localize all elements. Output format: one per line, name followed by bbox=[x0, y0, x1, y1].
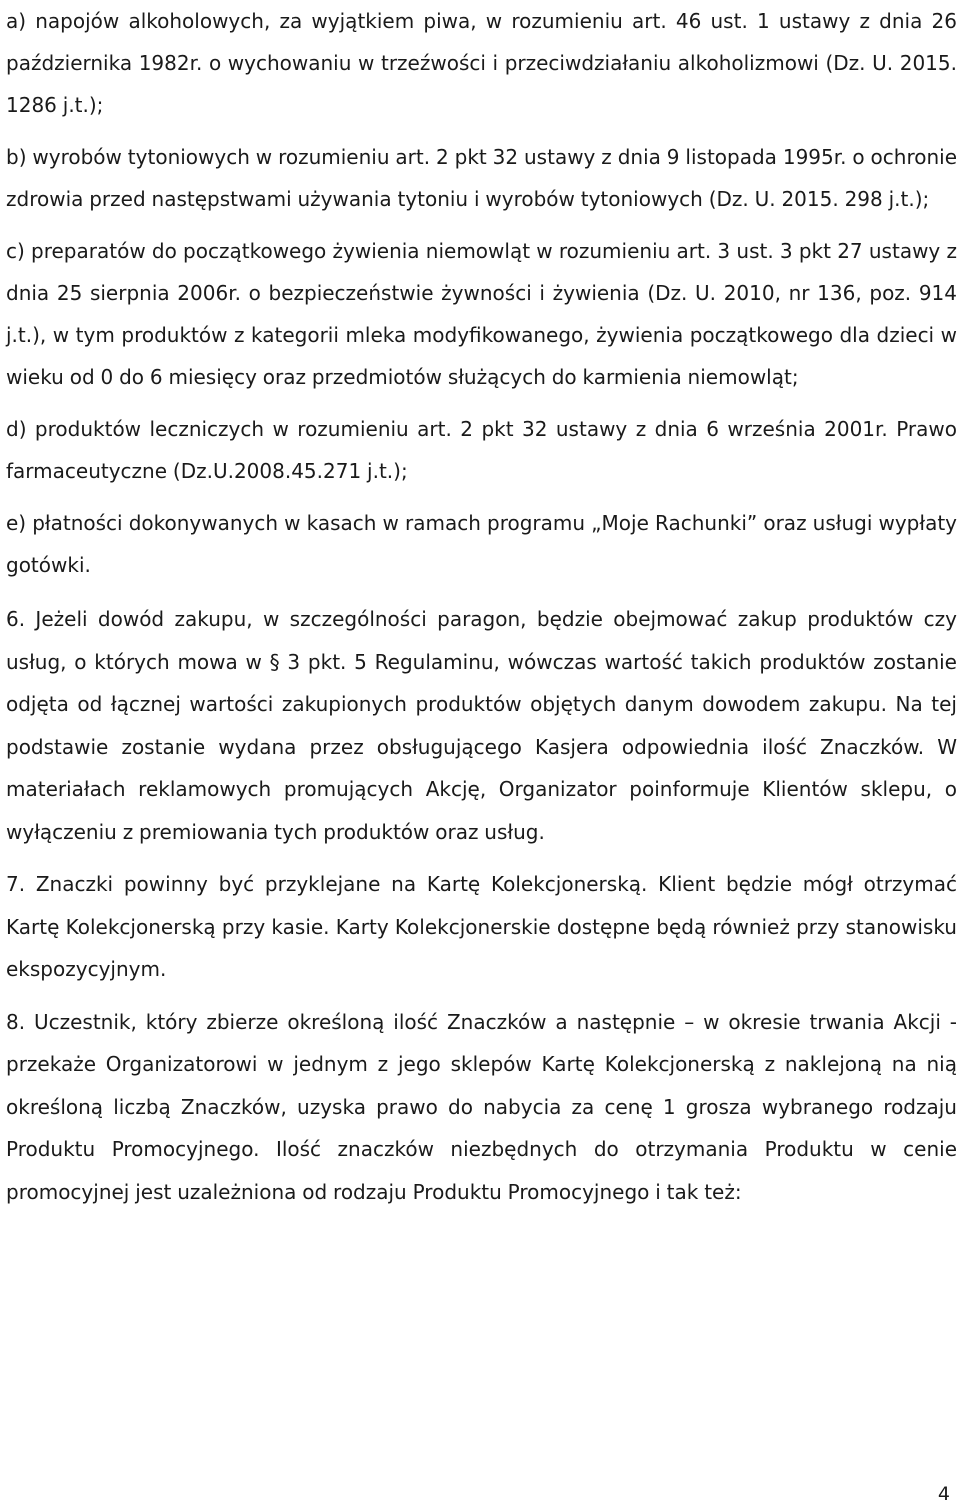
document-page bbox=[6, 0, 957, 1213]
point-8: 8. Uczestnik, który zbierze określoną ilość Znaczków a następnie – w okresie trwania Akcji - przekaże Organizatorowi w jednym z jego sklepów Kartę Kolekcjonerską z naklejoną na nią określoną liczbą Znaczków, uzyska prawo do nabycia za cenę 1 grosza wybranego rodzaju Produktu Promocyjnego. Ilość znaczków niezbędnych do otrzymania Produktu w cenie promocyjnej jest uzależniona od rodzaju Produktu Promocyjnego i tak też: bbox=[6, 1009, 957, 1204]
page-number: 4 bbox=[937, 1483, 950, 1505]
item-a: a) napojów alkoholowych, za wyjątkiem piwa, w rozumieniu art. 46 ust. 1 ustawy z dnia 26 października 1982r. o wychowaniu w trzeźwości i przeciwdziałaniu alkoholizmowi (Dz. U. 2015. 1286 j.t.); bbox=[6, 9, 957, 117]
item-c: c) preparatów do początkowego żywienia niemowląt w rozumieniu art. 3 ust. 3 pkt 27 ustawy z dnia 25 sierpnia 2006r. o bezpieczeństwie żywności i żywienia (Dz. U. 2010, nr 136, poz. 914 j.t.), w tym produktów z kategorii mleka modyfikowanego, żywienia początkowego dla dzieci w wieku od 0 do 6 miesięcy oraz przedmiotów służących do karmienia niemowląt; bbox=[6, 239, 957, 389]
item-e: e) płatności dokonywanych w kasach w ramach programu „Moje Rachunki” oraz usługi wypłaty gotówki. bbox=[6, 511, 957, 577]
item-d: d) produktów leczniczych w rozumieniu art. 2 pkt 32 ustawy z dnia 6 września 2001r. Prawo farmaceutyczne (Dz.U.2008.45.271 j.t.); bbox=[6, 417, 957, 483]
point-6: 6. Jeżeli dowód zakupu, w szczególności paragon, będzie obejmować zakup produktów czy usług, o których mowa w § 3 pkt. 5 Regulaminu, wówczas wartość takich produktów zostanie odjęta od łącznej wartości zakupionych produktów objętych danym dowodem zakupu. Na tej podstawie zostanie wydana przez obsługującego Kasjera odpowiednia ilość Znaczków. W materiałach reklamowych promujących Akcję, Organizator poinformuje Klientów sklepu, o wyłączeniu z premiowania tych produktów oraz usług. bbox=[6, 607, 957, 844]
item-b: b) wyrobów tytoniowych w rozumieniu art. 2 pkt 32 ustawy z dnia 9 listopada 1995r. o ochronie zdrowia przed następstwami używania tytoniu i wyrobów tytoniowych (Dz. U. 2015. 298 j.t.); bbox=[6, 145, 957, 211]
point-7: 7. Znaczki powinny być przyklejane na Kartę Kolekcjonerską. Klient będzie mógł otrzymać Kartę Kolekcjonerską przy kasie. Karty Kolekcjonerskie dostępne będą również przy stanowisku ekspozycyjnym. bbox=[6, 872, 957, 981]
